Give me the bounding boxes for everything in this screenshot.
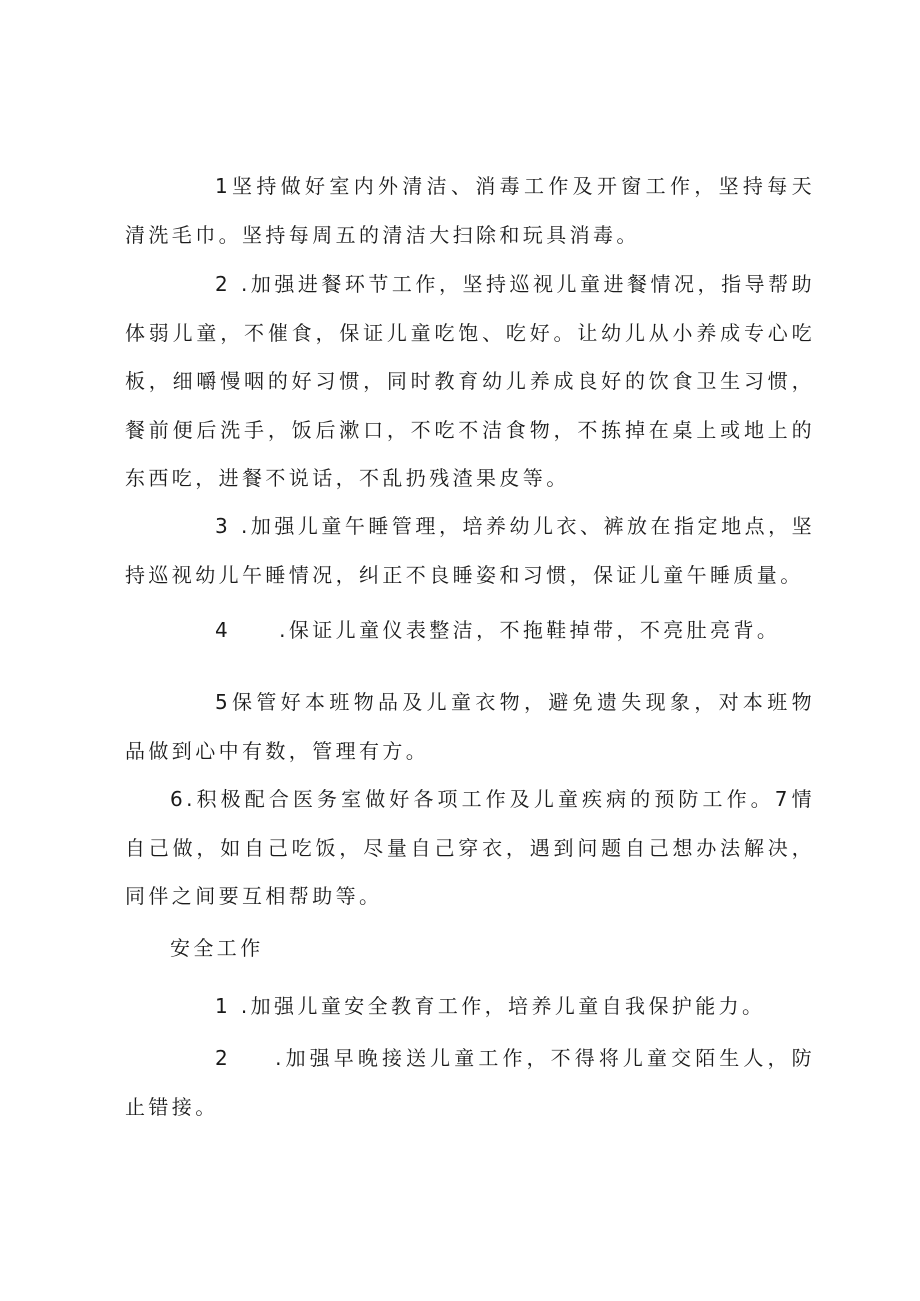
paragraph-6-text: 6.积极配合医务室做好各项工作及儿童疾病的预防工作。7情自己做，如自己吃饭，尽量自己穿衣，遇到问题自己想办法解决，同伴之间要互相帮助等。 <box>125 787 815 908</box>
paragraph-1 <box>125 162 815 259</box>
paragraph-1-text: 坚持做好室内外清洁、消毒工作及开窗工作，坚持每天清洗毛巾。坚持每周五的清洁大扫除和玩具消毒。 <box>125 174 815 247</box>
paragraph-3 <box>125 502 815 599</box>
paragraph-4-text: .保证儿童仪表整洁，不拖鞋掉带，不亮肚亮背。 <box>279 618 781 642</box>
paragraph-4-number: 4 <box>215 618 232 642</box>
paragraph-3-text: .加强儿童午睡管理，培养幼儿衣、裤放在指定地点，坚持巡视幼儿午睡情况，纠正不良睡姿和习惯，保证儿童午睡质量。 <box>125 514 815 587</box>
paragraph-5-text: 保管好本班物品及儿童衣物，避免遗失现象，对本班物品做到心中有数，管理有方。 <box>125 690 815 763</box>
safety-item-1-number: 1 <box>215 994 232 1018</box>
paragraph-3-number: 3 <box>215 514 232 538</box>
paragraph-5 <box>125 678 815 775</box>
paragraph-2-text: .加强进餐环节工作，坚持巡视儿童进餐情况，指导帮助体弱儿童，不催食，保证儿童吃饱、吃好。让幼儿从小养成专心吃板，细嚼慢咽的好习惯，同时教育幼儿养成良好的饮食卫生习惯，餐前便后洗手，饭后漱口，不吃不洁食物，不拣掉在桌上或地上的东西吃，进餐不说话，不乱扔残渣果皮等。 <box>125 272 815 490</box>
paragraph-2-number: 2 <box>215 272 232 296</box>
paragraph-1-number: 1 <box>215 174 232 198</box>
safety-item-2 <box>125 1034 815 1131</box>
paragraph-5-number: 5 <box>215 690 232 714</box>
safety-item-2-number: 2 <box>215 1046 232 1070</box>
safety-item-2-text: .加强早晚接送儿童工作，不得将儿童交陌生人，防止错接。 <box>125 1046 815 1119</box>
paragraph-2 <box>125 260 815 503</box>
safety-item-1-text: .加强儿童安全教育工作，培养儿童自我保护能力。 <box>240 994 766 1018</box>
section-heading: 安全工作 <box>170 936 264 960</box>
safety-item-1 <box>125 982 815 1031</box>
paragraph-6 <box>125 775 815 921</box>
paragraph-4 <box>125 606 815 655</box>
